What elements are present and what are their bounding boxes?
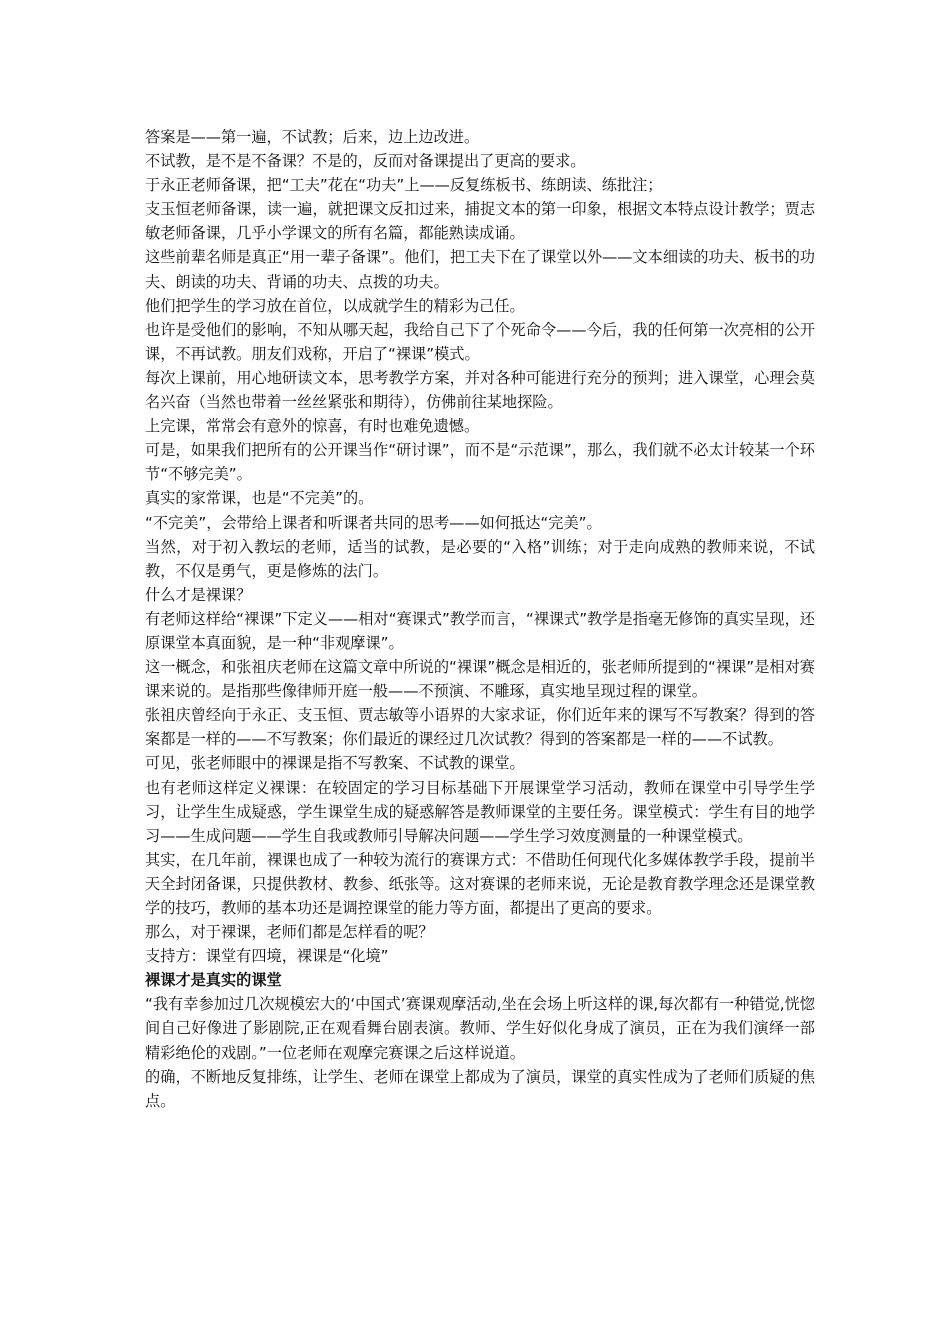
- paragraph: 其实，在几年前，裸课也成了一种较为流行的赛课方式：不借助任何现代化多媒体教学手段，提前半天全封闭备课，只提供教材、教参、纸张等。这对赛课的老师来说，无论是教育教学理念还是课堂教学的技巧，教师的基本功还是调控课堂的能力等方面，都提出了更高的要求。: [145, 850, 815, 917]
- paragraph: 有老师这样给“裸课”下定义——相对“赛课式”教学而言，“裸课式”教学是指毫无修饰的真实呈现，还原课堂本真面貌，是一种“非观摩课”。: [145, 609, 815, 652]
- paragraph: 可是，如果我们把所有的公开课当作“研讨课”，而不是“示范课”，那么，我们就不必太计较某一个环节“不够完美”。: [145, 441, 815, 484]
- paragraph: 什么才是裸课？: [145, 585, 252, 604]
- paragraph: 他们把学生的学习放在首位，以成就学生的精彩为己任。: [145, 296, 525, 315]
- document-body: [145, 125, 815, 1113]
- paragraph: 支持方：课堂有四境，裸课是“化境”: [145, 947, 389, 966]
- paragraph: 的确，不断地反复排练，让学生、老师在课堂上都成为了演员，课堂的真实性成为了老师们质疑的焦点。: [145, 1067, 815, 1110]
- paragraph: 每次上课前，用心地研读文本，思考教学方案，并对各种可能进行充分的预判；进入课堂，心理会莫名兴奋（当然也带着一丝丝紧张和期待），仿佛前往某地探险。: [145, 368, 815, 412]
- paragraph: 答案是——第一遍，不试教；后来，边上边改进。: [145, 128, 480, 146]
- paragraph: 这些前辈名师是真正“用一辈子备课”。他们，把工夫下在了课堂以外——文本细读的功夫、板书的功夫、朗读的功夫、背诵的功夫、点拨的功夫。: [145, 248, 815, 291]
- paragraph: 这一概念，和张祖庆老师在这篇文章中所说的“裸课”概念是相近的，张老师所提到的“裸课”是相对赛课来说的。是指那些像律师开庭一般——不预演、不雕琢，真实地呈现过程的课堂。: [145, 658, 815, 701]
- paragraph: 那么，对于裸课，老师们都是怎样看的呢？: [145, 923, 434, 942]
- paragraph: “我有幸参加过几次规模宏大的‘中国式’赛课观摩活动,坐在会场上听这样的课,每次都有一种错觉,恍惚间自己好像进了影剧院,正在观看舞台剧表演。教师、学生好似化身成了演员，正在为我们演绎一部精彩绝伦的戏剧。”一位老师在观摩完赛课之后这样说道。: [145, 995, 815, 1062]
- section-heading: 裸课才是真实的课堂: [145, 971, 282, 990]
- paragraph: 上完课，常常会有意外的惊喜，有时也难免遗憾。: [145, 417, 480, 436]
- paragraph: “不完美”，会带给上课者和听课者共同的思考——如何抵达“完美”。: [145, 513, 602, 532]
- paragraph: 支玉恒老师备课，读一遍，就把课文反扣过来，捕捉文本的第一印象，根据文本特点设计教学；贾志敏老师备课，几乎小学课文的所有名篇，都能熟读成诵。: [145, 200, 815, 243]
- paragraph: 不试教，是不是不备课？不是的，反而对备课提出了更高的要求。: [145, 152, 586, 171]
- paragraph: 张祖庆曾经向于永正、支玉恒、贾志敏等小语界的大家求证，你们近年来的课写不写教案？得到的答案都是一样的——不写教案；你们最近的课经过几次试教？得到的答案都是一样的——不试教。: [145, 706, 815, 749]
- paragraph: 当然，对于初入教坛的老师，适当的试教，是必要的“入格”训练；对于走向成熟的教师来说，不试教，不仅是勇气，更是修炼的法门。: [145, 537, 815, 580]
- paragraph: 于永正老师备课，把“工夫”花在“功夫”上——反复练板书、练朗读、练批注；: [145, 176, 663, 195]
- paragraph: 真实的家常课，也是“不完美”的。: [145, 489, 374, 508]
- paragraph: 可见，张老师眼中的裸课是指不写教案、不试教的课堂。: [145, 754, 525, 773]
- paragraph: 也有老师这样定义裸课：在较固定的学习目标基础下开展课堂学习活动，教师在课堂中引导学生学习，让学生生成疑惑，学生课堂生成的疑惑解答是教师课堂的主要任务。课堂模式：学生有目的地学习——生成问题——学生自我或教师引导解决问题——学生学习效度测量的一种课堂模式。: [145, 778, 815, 845]
- paragraph: 也许是受他们的影响，不知从哪天起，我给自己下了个死命令——今后，我的任何第一次亮相的公开课，不再试教。朋友们戏称，开启了“裸课”模式。: [145, 320, 815, 363]
